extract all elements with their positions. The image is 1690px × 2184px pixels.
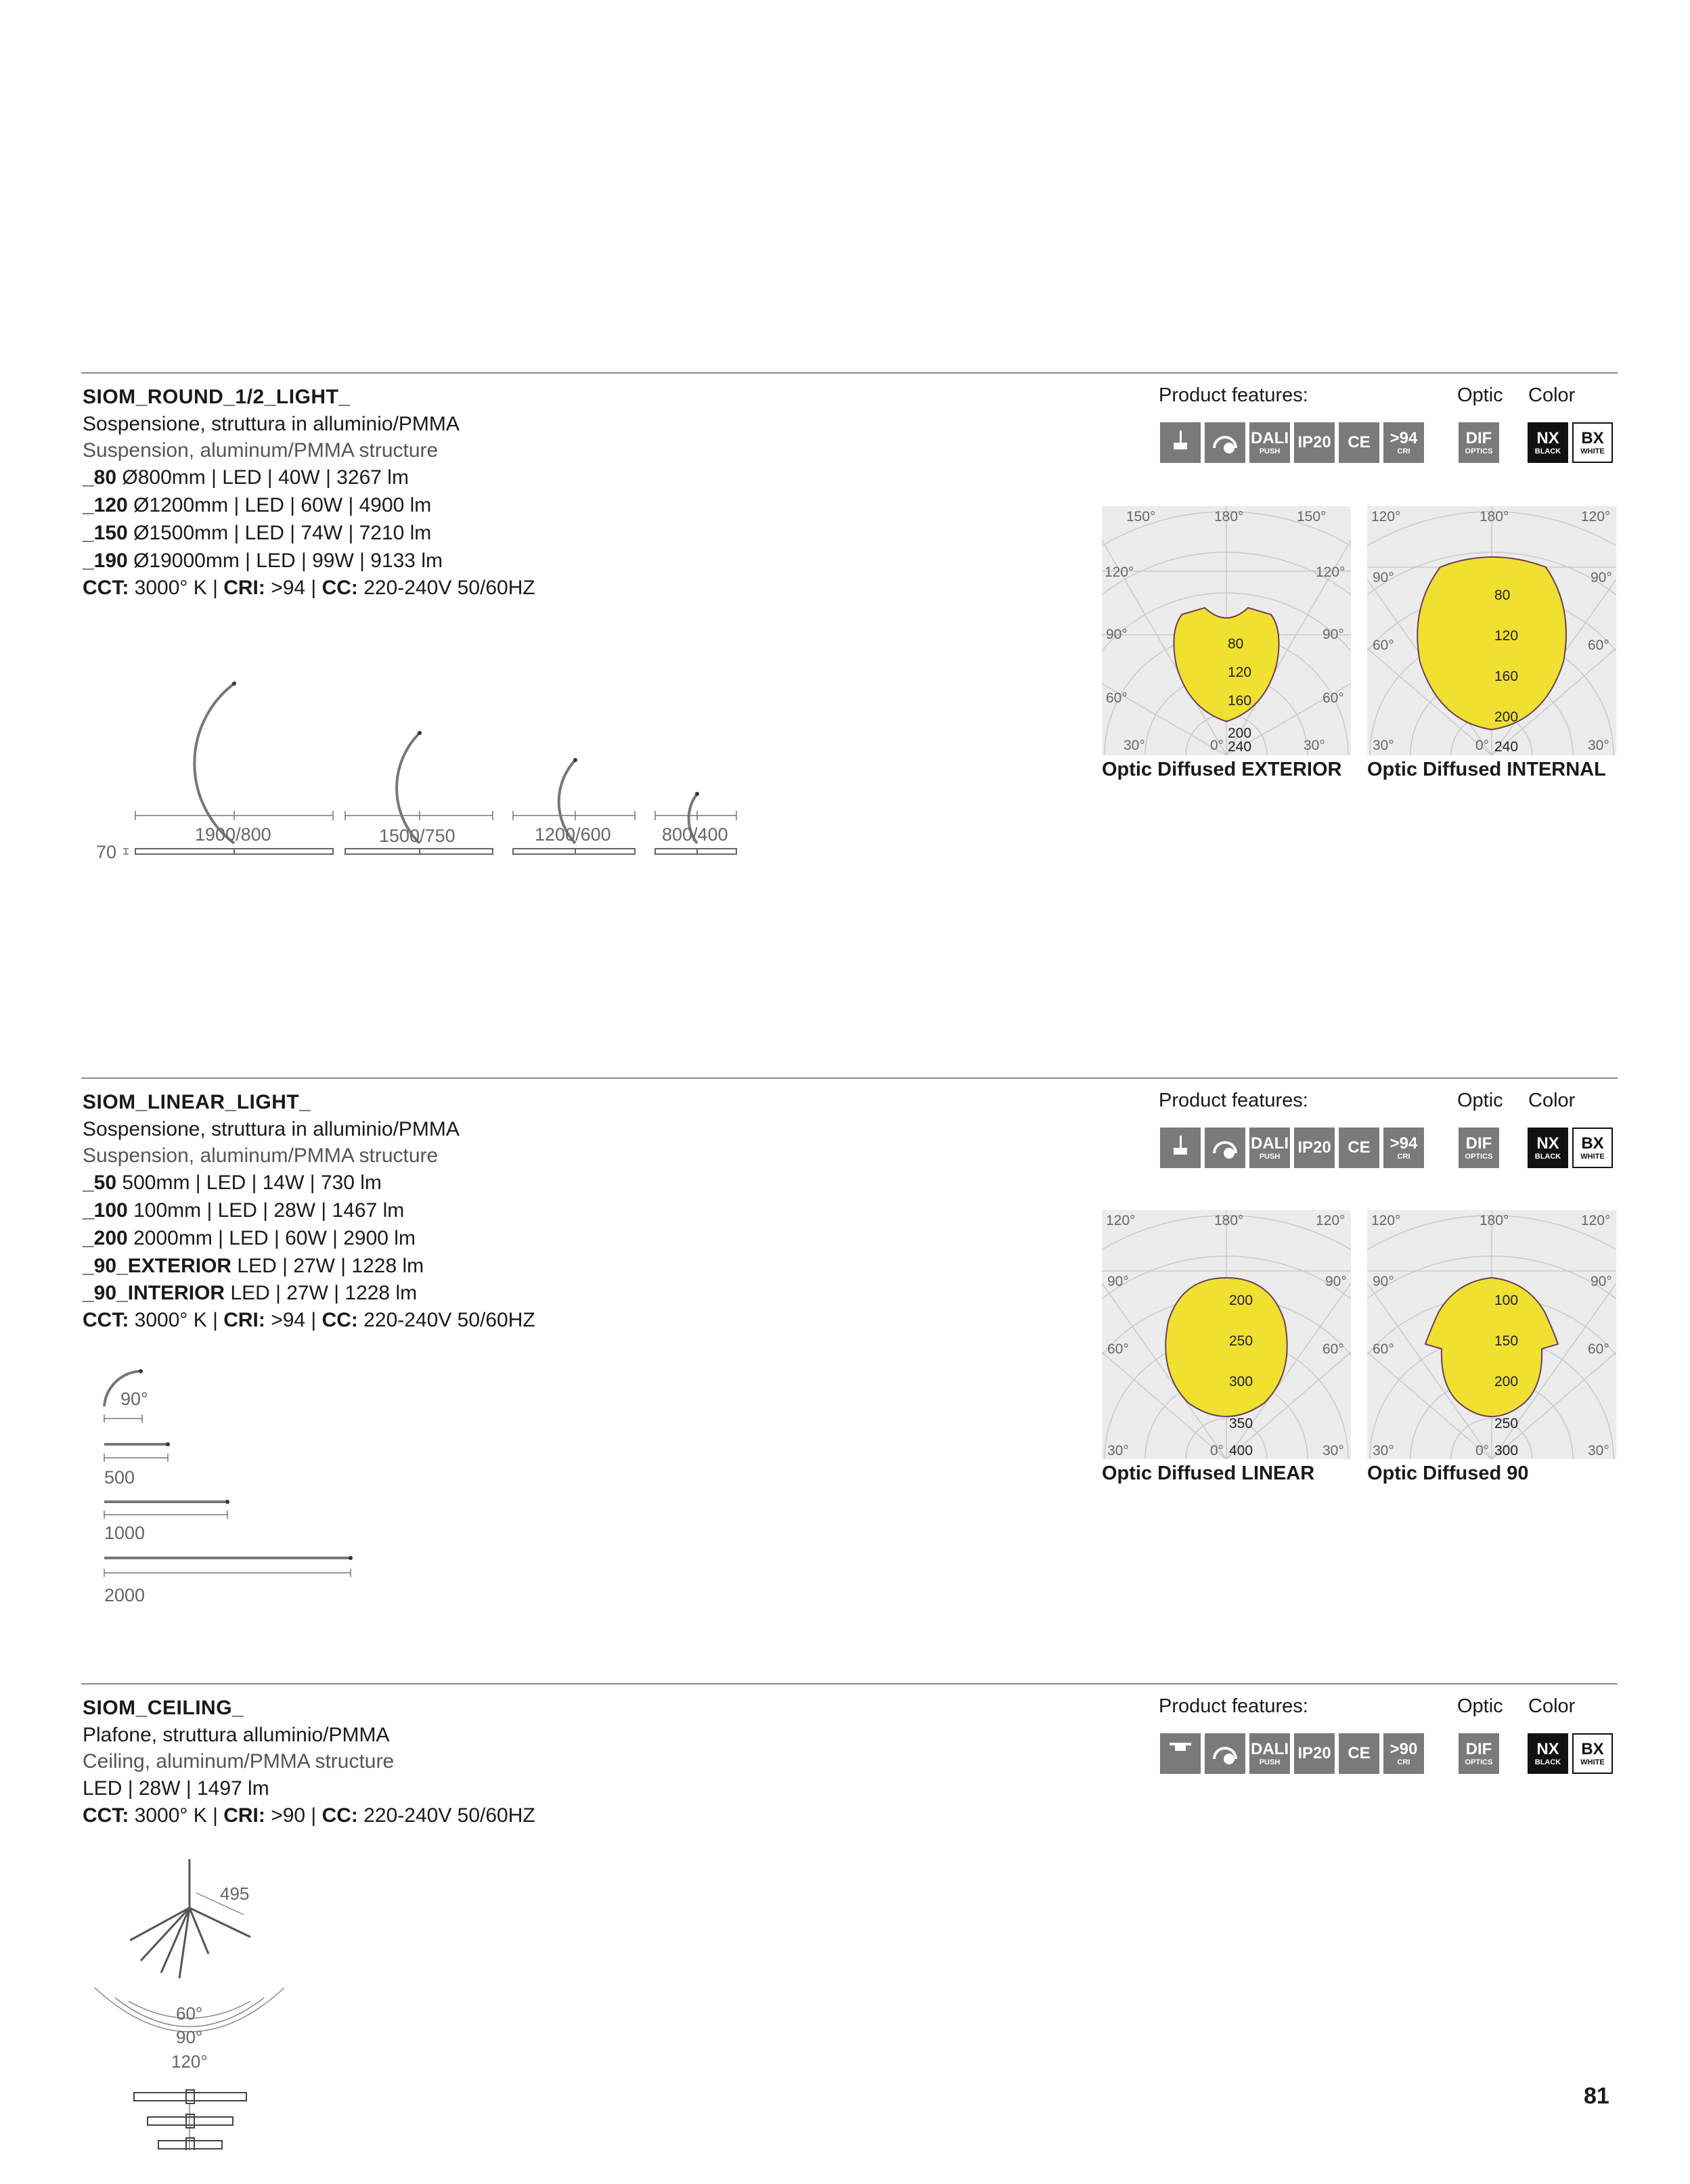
electrical-specs: CCT: 3000° K | CRI: >94 | CC: 220-240V 50/60HZ xyxy=(83,577,535,599)
product-title: SIOM_LINEAR_LIGHT_ xyxy=(83,1091,311,1113)
spec-row: _150 Ø1500mm | LED | 74W | 7210 lm xyxy=(83,522,432,544)
svg-text:90°: 90° xyxy=(1591,1274,1612,1289)
svg-text:30°: 30° xyxy=(1373,1443,1394,1458)
svg-text:1000: 1000 xyxy=(104,1523,146,1543)
feature-icons xyxy=(1160,422,1424,463)
dimmable-icon xyxy=(1205,1128,1245,1168)
svg-text:350: 350 xyxy=(1229,1416,1253,1431)
ce-icon: CE xyxy=(1339,1733,1379,1774)
svg-text:180°: 180° xyxy=(1214,509,1244,525)
dif-optics-icon: DIF OPTICS xyxy=(1459,1733,1499,1774)
svg-text:80: 80 xyxy=(1494,587,1511,603)
svg-text:120°: 120° xyxy=(1106,1213,1136,1228)
spec-row: _80 Ø800mm | LED | 40W | 3267 lm xyxy=(83,466,409,489)
svg-text:120°: 120° xyxy=(1371,509,1401,525)
spec-row: _100 100mm | LED | 28W | 1467 lm xyxy=(83,1199,405,1222)
svg-text:160: 160 xyxy=(1228,693,1252,709)
svg-text:120°: 120° xyxy=(1316,1213,1346,1228)
svg-text:30°: 30° xyxy=(1322,1443,1344,1458)
product-title: SIOM_CEILING_ xyxy=(83,1697,244,1719)
color-icons xyxy=(1528,1733,1613,1774)
cri-icon: >94 CRI xyxy=(1383,422,1424,463)
description-it: Sospensione, struttura in alluminio/PMMA xyxy=(83,413,460,435)
svg-text:1500/750: 1500/750 xyxy=(379,826,455,846)
svg-text:30°: 30° xyxy=(1124,738,1145,753)
features-label: Product features: xyxy=(1159,384,1308,406)
suspension-icon xyxy=(1160,1128,1201,1168)
spec-row: LED | 28W | 1497 lm xyxy=(83,1777,269,1800)
svg-text:200: 200 xyxy=(1228,726,1252,741)
feature-icons xyxy=(1160,1128,1424,1168)
svg-text:240: 240 xyxy=(1228,739,1252,755)
dif-optics-icon: DIF OPTICS xyxy=(1459,1128,1499,1168)
dif-optics-icon: DIF OPTICS xyxy=(1459,422,1499,463)
svg-text:120°: 120° xyxy=(1581,1213,1611,1228)
cri-icon: >90 CRI xyxy=(1383,1733,1424,1774)
svg-text:30°: 30° xyxy=(1588,1443,1609,1458)
description-it: Plafone, struttura alluminio/PMMA xyxy=(83,1724,390,1746)
svg-text:90°: 90° xyxy=(1325,1274,1347,1289)
svg-text:2000: 2000 xyxy=(104,1585,146,1605)
optic-caption: Optic Diffused EXTERIOR xyxy=(1102,759,1342,780)
svg-text:60°: 60° xyxy=(1106,690,1128,706)
optic-label: Optic xyxy=(1457,1090,1503,1111)
svg-text:240: 240 xyxy=(1494,739,1519,755)
svg-text:400: 400 xyxy=(1229,1443,1253,1458)
svg-text:30°: 30° xyxy=(1107,1443,1129,1458)
optic-caption: Optic Diffused INTERNAL xyxy=(1367,759,1606,780)
color-white-icon: BX WHITE xyxy=(1572,1733,1613,1774)
svg-text:250: 250 xyxy=(1229,1333,1253,1349)
optic-icons xyxy=(1459,1128,1499,1168)
color-label: Color xyxy=(1528,384,1576,406)
suspension-icon xyxy=(1160,422,1201,463)
spec-row: _200 2000mm | LED | 60W | 2900 lm xyxy=(83,1227,416,1249)
svg-text:200: 200 xyxy=(1494,1374,1519,1389)
linear-sizes-drawing xyxy=(95,1362,379,1619)
svg-text:120°: 120° xyxy=(1105,564,1134,580)
page-number: 81 xyxy=(1584,2083,1609,2109)
dimmable-icon xyxy=(1205,1733,1245,1774)
feature-icons xyxy=(1160,1733,1424,1774)
spec-row: _50 500mm | LED | 14W | 730 lm xyxy=(83,1172,382,1194)
optic-caption: Optic Diffused LINEAR xyxy=(1102,1463,1315,1484)
svg-text:90°: 90° xyxy=(1373,1274,1394,1289)
color-icons xyxy=(1528,1128,1613,1168)
svg-text:0°: 0° xyxy=(1210,738,1224,753)
features-label: Product features: xyxy=(1159,1090,1308,1111)
svg-text:250: 250 xyxy=(1494,1416,1519,1431)
ceiling-drawing xyxy=(81,1852,325,2150)
svg-text:90°: 90° xyxy=(1106,627,1128,642)
svg-text:150: 150 xyxy=(1494,1333,1519,1349)
spec-row: _190 Ø19000mm | LED | 99W | 9133 lm xyxy=(83,550,443,572)
svg-text:90°: 90° xyxy=(120,1389,148,1409)
cri-icon: >94 CRI xyxy=(1383,1128,1424,1168)
svg-text:120°: 120° xyxy=(171,2051,208,2072)
ip20-icon: IP20 xyxy=(1294,1128,1335,1168)
product-title: SIOM_ROUND_1/2_LIGHT_ xyxy=(83,386,351,408)
description-en: Suspension, aluminum/PMMA structure xyxy=(83,1144,439,1167)
svg-text:60°: 60° xyxy=(1588,1341,1609,1357)
optic-label: Optic xyxy=(1457,384,1503,406)
svg-text:300: 300 xyxy=(1229,1374,1253,1389)
svg-text:150°: 150° xyxy=(1126,509,1156,525)
dali-push-icon: DALI PUSH xyxy=(1249,1733,1290,1774)
svg-text:30°: 30° xyxy=(1373,738,1394,753)
svg-text:100: 100 xyxy=(1494,1293,1519,1308)
svg-text:300: 300 xyxy=(1494,1443,1519,1458)
description-it: Sospensione, struttura in alluminio/PMMA xyxy=(83,1118,460,1140)
svg-text:30°: 30° xyxy=(1588,738,1609,753)
section-divider xyxy=(81,1077,1618,1079)
electrical-specs: CCT: 3000° K | CRI: >90 | CC: 220-240V 50/60HZ xyxy=(83,1804,535,1827)
ip20-icon: IP20 xyxy=(1294,422,1335,463)
ip20-icon: IP20 xyxy=(1294,1733,1335,1774)
spec-row: _90_INTERIOR LED | 27W | 1228 lm xyxy=(83,1282,418,1304)
svg-text:90°: 90° xyxy=(1322,627,1344,642)
svg-text:120: 120 xyxy=(1228,665,1252,680)
svg-text:90°: 90° xyxy=(176,2027,203,2047)
optic-icons xyxy=(1459,422,1499,463)
color-black-icon: NX BLACK xyxy=(1528,1128,1568,1168)
svg-text:90°: 90° xyxy=(1591,570,1612,585)
color-white-icon: BX WHITE xyxy=(1572,1128,1613,1168)
svg-text:70: 70 xyxy=(96,842,117,860)
dali-push-icon: DALI PUSH xyxy=(1249,1128,1290,1168)
color-label: Color xyxy=(1528,1090,1576,1111)
photometric-diagram-internal xyxy=(1367,506,1616,755)
svg-text:60°: 60° xyxy=(1322,690,1344,706)
description-en: Suspension, aluminum/PMMA structure xyxy=(83,439,439,462)
svg-text:80: 80 xyxy=(1228,636,1244,652)
svg-text:60°: 60° xyxy=(176,2003,203,2024)
svg-text:0°: 0° xyxy=(1475,738,1490,753)
svg-text:0°: 0° xyxy=(1210,1443,1224,1458)
features-label: Product features: xyxy=(1159,1695,1308,1717)
svg-text:180°: 180° xyxy=(1480,509,1509,525)
svg-text:30°: 30° xyxy=(1304,738,1325,753)
svg-text:60°: 60° xyxy=(1322,1341,1344,1357)
svg-text:120°: 120° xyxy=(1371,1213,1401,1228)
round-sizes-drawing xyxy=(68,670,772,860)
svg-text:800/400: 800/400 xyxy=(662,824,728,845)
svg-text:90°: 90° xyxy=(1373,570,1394,585)
svg-text:0°: 0° xyxy=(1475,1443,1490,1458)
svg-text:60°: 60° xyxy=(1107,1341,1129,1357)
svg-text:500: 500 xyxy=(104,1467,135,1488)
svg-text:180°: 180° xyxy=(1480,1213,1509,1228)
svg-text:200: 200 xyxy=(1229,1293,1253,1308)
optic-label: Optic xyxy=(1457,1695,1503,1717)
color-black-icon: NX BLACK xyxy=(1528,422,1568,463)
svg-text:60°: 60° xyxy=(1588,638,1609,653)
ce-icon: CE xyxy=(1339,422,1379,463)
svg-text:160: 160 xyxy=(1494,669,1519,684)
svg-text:150°: 150° xyxy=(1297,509,1327,525)
dali-push-icon: DALI PUSH xyxy=(1249,422,1290,463)
optic-icons xyxy=(1459,1733,1499,1774)
svg-text:120°: 120° xyxy=(1316,564,1346,580)
svg-text:90°: 90° xyxy=(1107,1274,1129,1289)
color-black-icon: NX BLACK xyxy=(1528,1733,1568,1774)
photometric-diagram-exterior xyxy=(1102,506,1351,755)
svg-text:60°: 60° xyxy=(1373,638,1394,653)
ceiling-icon xyxy=(1160,1733,1201,1774)
photometric-diagram-90 xyxy=(1367,1210,1616,1459)
color-label: Color xyxy=(1528,1695,1576,1717)
svg-text:1200/600: 1200/600 xyxy=(535,824,611,845)
svg-text:1900/800: 1900/800 xyxy=(195,824,271,845)
svg-text:120: 120 xyxy=(1494,628,1519,644)
color-white-icon: BX WHITE xyxy=(1572,422,1613,463)
svg-text:60°: 60° xyxy=(1373,1341,1394,1357)
ce-icon: CE xyxy=(1339,1128,1379,1168)
svg-text:495: 495 xyxy=(220,1884,250,1904)
svg-text:180°: 180° xyxy=(1214,1213,1244,1228)
photometric-diagram-linear xyxy=(1102,1210,1351,1459)
description-en: Ceiling, aluminum/PMMA structure xyxy=(83,1750,395,1773)
optic-caption: Optic Diffused 90 xyxy=(1367,1463,1529,1484)
section-divider xyxy=(81,1683,1618,1685)
spec-row: _120 Ø1200mm | LED | 60W | 4900 lm xyxy=(83,494,432,516)
color-icons xyxy=(1528,422,1613,463)
dimmable-icon xyxy=(1205,422,1245,463)
spec-row: _90_EXTERIOR LED | 27W | 1228 lm xyxy=(83,1255,424,1277)
electrical-specs: CCT: 3000° K | CRI: >94 | CC: 220-240V 50/60HZ xyxy=(83,1309,535,1331)
svg-text:120°: 120° xyxy=(1581,509,1611,525)
section-divider xyxy=(81,372,1618,374)
svg-text:200: 200 xyxy=(1494,709,1519,725)
